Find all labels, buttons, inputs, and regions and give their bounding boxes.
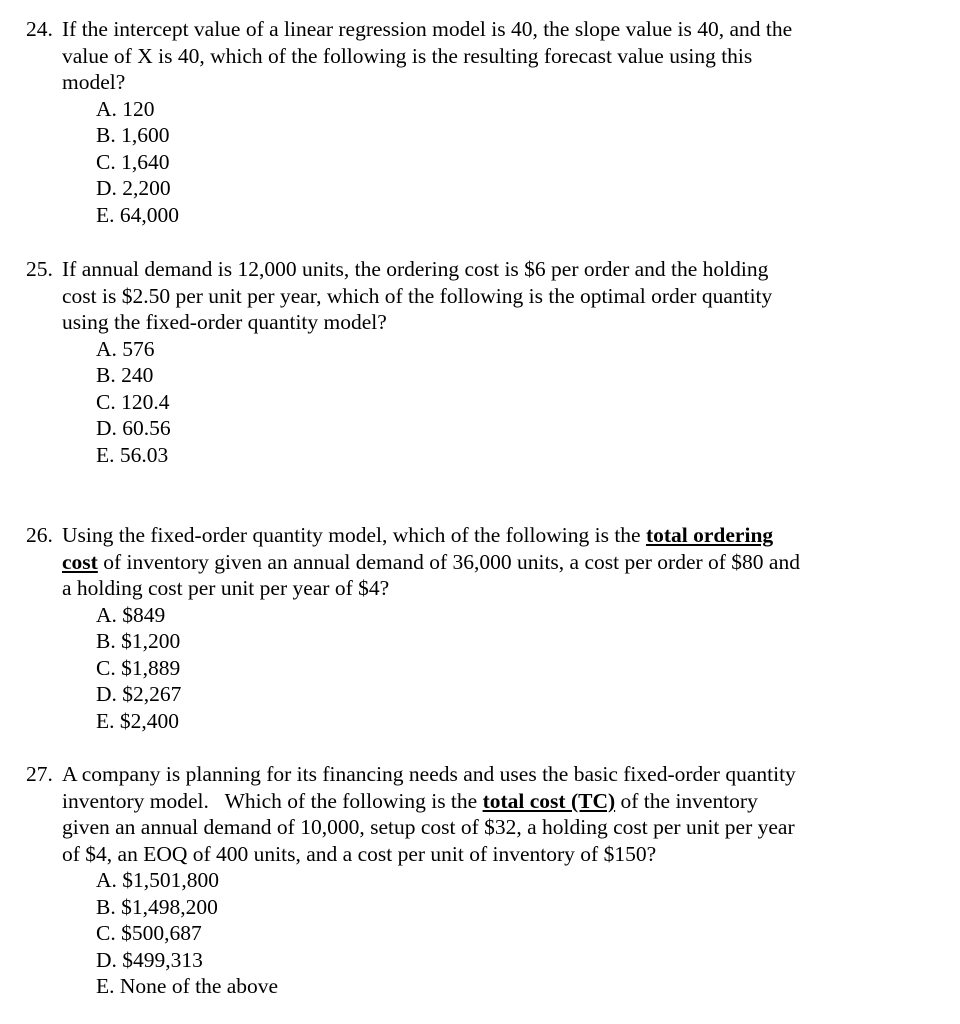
option-c: C. $1,889 bbox=[96, 655, 181, 680]
option-e: E. 56.03 bbox=[96, 442, 169, 467]
answer-options bbox=[26, 867, 876, 1000]
question-27 bbox=[26, 761, 876, 1000]
question-number: 26. bbox=[26, 523, 53, 547]
question-number: 24. bbox=[26, 17, 53, 41]
option-e: E. 64,000 bbox=[96, 202, 180, 227]
question-text-line: a holding cost per unit per year of $4? bbox=[62, 576, 390, 600]
emphasized-term: total ordering bbox=[645, 523, 774, 547]
option-b: B. 240 bbox=[96, 363, 154, 387]
option-a: A. 576 bbox=[96, 336, 155, 361]
option-c: C. 120.4 bbox=[96, 389, 170, 414]
question-text-line: using the fixed-order quantity model? bbox=[62, 310, 387, 334]
question-text-line: given an annual demand of 10,000, setup cost of $32, a holding cost per unit per year bbox=[62, 815, 795, 839]
answer-options bbox=[26, 336, 876, 469]
option-e: E. None of the above bbox=[96, 974, 279, 998]
question-text-line: 26. Using the fixed-order quantity model, which of the following is the total ordering bbox=[26, 523, 774, 547]
question-text-line: 25. If annual demand is 12,000 units, the ordering cost is $6 per order and the holding bbox=[26, 257, 769, 281]
option-b: B. $1,200 bbox=[96, 629, 181, 653]
question-26 bbox=[26, 522, 876, 734]
question-text-line: inventory model. Which of the following is the total cost (TC) of the inventory bbox=[62, 788, 758, 813]
question-24 bbox=[26, 16, 876, 228]
question-text-line: 24. If the intercept value of a linear regression model is 40, the slope value is 40, and the bbox=[26, 17, 793, 41]
question-text-line: cost is $2.50 per unit per year, which of the following is the optimal order quantity bbox=[62, 283, 773, 308]
option-b: B. $1,498,200 bbox=[96, 894, 218, 919]
question-text-line: model? bbox=[62, 70, 126, 94]
question-text-line: value of X is 40, which of the following is the resulting forecast value using this bbox=[62, 43, 753, 68]
option-c: C. $500,687 bbox=[96, 921, 202, 945]
option-d: D. 60.56 bbox=[96, 416, 171, 440]
question-number: 27. bbox=[26, 762, 53, 786]
option-c: C. 1,640 bbox=[96, 149, 170, 174]
option-d: D. $499,313 bbox=[96, 947, 203, 972]
emphasized-term: total cost (TC) bbox=[482, 788, 616, 813]
option-a: A. $1,501,800 bbox=[96, 868, 220, 892]
question-text-line: 27. A company is planning for its financing needs and uses the basic fixed-order quantity bbox=[26, 762, 796, 786]
answer-options bbox=[26, 96, 876, 229]
question-number: 25. bbox=[26, 257, 53, 281]
option-e: E. $2,400 bbox=[96, 708, 180, 733]
option-a: A. 120 bbox=[96, 96, 155, 121]
option-d: D. $2,267 bbox=[96, 682, 182, 706]
question-text-line: cost of inventory given an annual demand of 36,000 units, a cost per order of $80 and bbox=[62, 549, 800, 574]
option-d: D. 2,200 bbox=[96, 176, 171, 200]
question-text-line: of $4, an EOQ of 400 units, and a cost per unit of inventory of $150? bbox=[62, 841, 657, 866]
option-a: A. $849 bbox=[96, 602, 166, 627]
emphasized-term: cost bbox=[62, 549, 98, 574]
answer-options bbox=[26, 602, 876, 735]
option-b: B. 1,600 bbox=[96, 123, 170, 147]
question-25 bbox=[26, 256, 876, 468]
